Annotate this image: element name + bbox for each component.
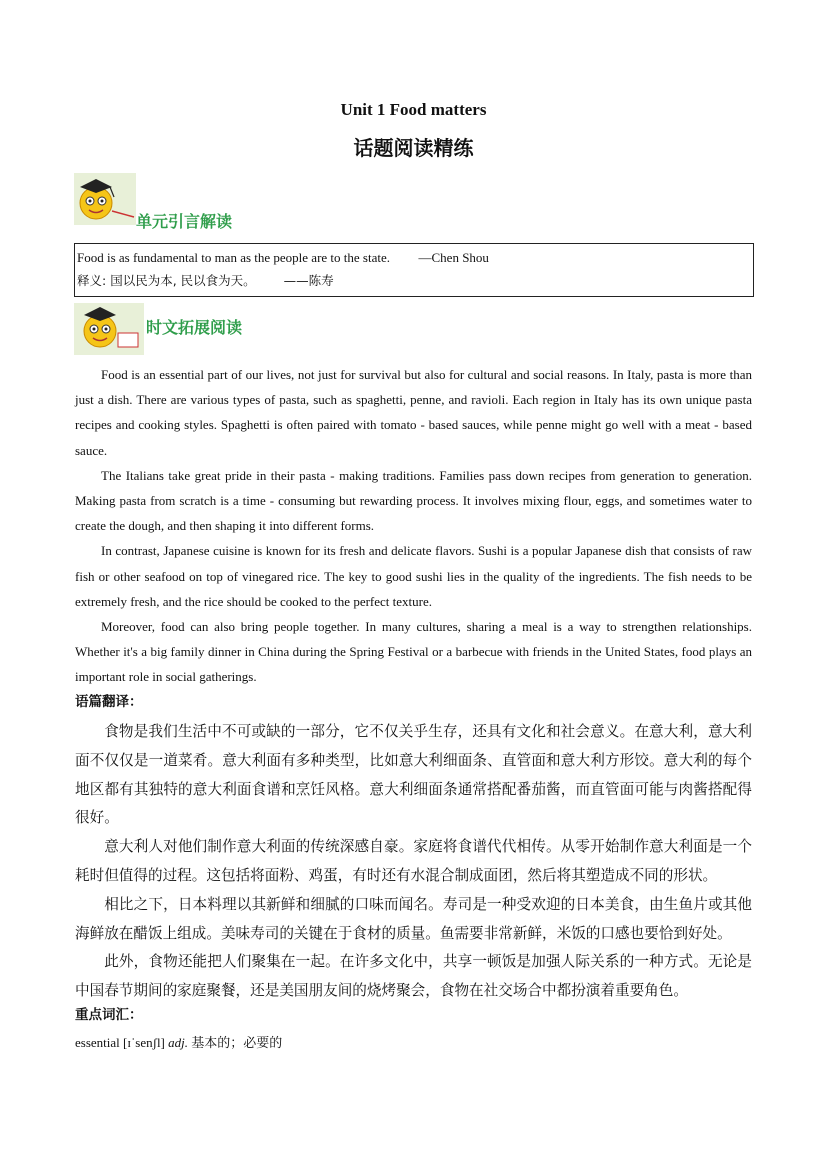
vocab-meaning: 基本的；必要的 (191, 1036, 283, 1051)
quote-zh-author: ——陈寿 (283, 273, 334, 288)
scholar-cartoon-icon (74, 173, 136, 225)
quote-zh-prefix: 释义: (77, 273, 107, 288)
passage-paragraph: In contrast, Japanese cuisine is known for its fresh and delicate flavors. Sushi is a popular Japanese dish that consists of raw fish or other seafood on top of vinegared rice. The key to good sushi lies in the quality of the ingredients. The fish needs to be extremely fresh, and the rice should be cooked to the perfect texture. (75, 543, 752, 609)
vocabulary-label: 重点词汇： (75, 1007, 143, 1023)
quote-en: Food is as fundamental to man as the people are to the state. (77, 250, 390, 265)
passage-paragraph: Moreover, food can also bring people together. In many cultures, sharing a meal is a way to strengthen relationships. Whether it's a big family dinner in China during the Spring Festival or a barbecue with friends in the United States, food plays an important role in social gatherings. (75, 619, 752, 685)
page-subtitle: 话题阅读精练 (353, 136, 474, 160)
translation-paragraph: 相比之下，日本料理以其新鲜和细腻的口味而闻名。寿司是一种受欢迎的日本美食，由生鱼片或其他海鲜放在醋饭上组成。美味寿司的关键在于食材的质量。鱼需要非常新鲜，米饭的口感也要恰到好处。 (75, 895, 752, 942)
vocab-word: essential (75, 1035, 120, 1050)
chinese-translation (75, 718, 752, 1006)
english-passage (75, 362, 752, 690)
quote-en-line (77, 246, 751, 269)
scholar-cartoon-icon (74, 303, 144, 355)
quote-zh: 国以民为本, 民以食为天。 (110, 273, 256, 288)
translation-label: 语篇翻译： (75, 694, 143, 710)
section-heading-reading: 时文拓展阅读 (146, 318, 243, 337)
page-title: Unit 1 Food matters (340, 100, 487, 119)
translation-paragraph: 意大利人对他们制作意大利面的传统深感自豪。家庭将食谱代代相传。从零开始制作意大利面是一个耗时但值得的过程。这包括将面粉、鸡蛋，有时还有水混合制成面团，然后将其塑造成不同的形状。 (75, 838, 752, 884)
vocab-pos: adj. (168, 1035, 189, 1050)
vocab-phonetic: [ɪˈsenʃl] (123, 1035, 165, 1050)
passage-paragraph: The Italians take great pride in their pasta - making traditions. Families pass down recipes from generation to generation. Making pasta from scratch is a time - consuming but rewarding process. It involves mixing flour, eggs, and sometimes water to create the dough, and then shaping it into different forms. (75, 467, 752, 534)
quote-box (74, 243, 754, 297)
translation-paragraph: 食物是我们生活中不可或缺的一部分，它不仅关乎生存，还具有文化和社会意义。在意大利，意大利面不仅仅是一道菜肴。意大利面有多种类型，比如意大利细面条、直管面和意大利方形饺。意大利的每个地区都有其独特的意大利面食谱和烹饪风格。意大利细面条通常搭配番茄酱，而直管面可能与肉酱搭配得很好。 (75, 723, 752, 827)
quote-en-author: —Chen Shou (418, 250, 489, 265)
translation-paragraph: 此外，食物还能把人们聚集在一起。在许多文化中，共享一顿饭是加强人际关系的一种方式。无论是中国春节期间的家庭聚餐，还是美国朋友间的烧烤聚会，食物在社交场合中都扮演着重要角色。 (75, 953, 752, 1000)
vocab-entry (75, 1032, 282, 1051)
passage-paragraph: Food is an essential part of our lives, not just for survival but also for cultural and social reasons. In Italy, pasta is more than just a dish. There are various types of pasta, such as spaghetti, penne, and ravioli. Each region in Italy has its own unique pasta recipes and cooking styles. Spaghetti is often paired with tomato - based sauces, while penne might go well with a meat - based sauce. (75, 367, 752, 458)
quote-zh-line (77, 269, 751, 292)
section-heading-intro: 单元引言解读 (136, 212, 233, 231)
